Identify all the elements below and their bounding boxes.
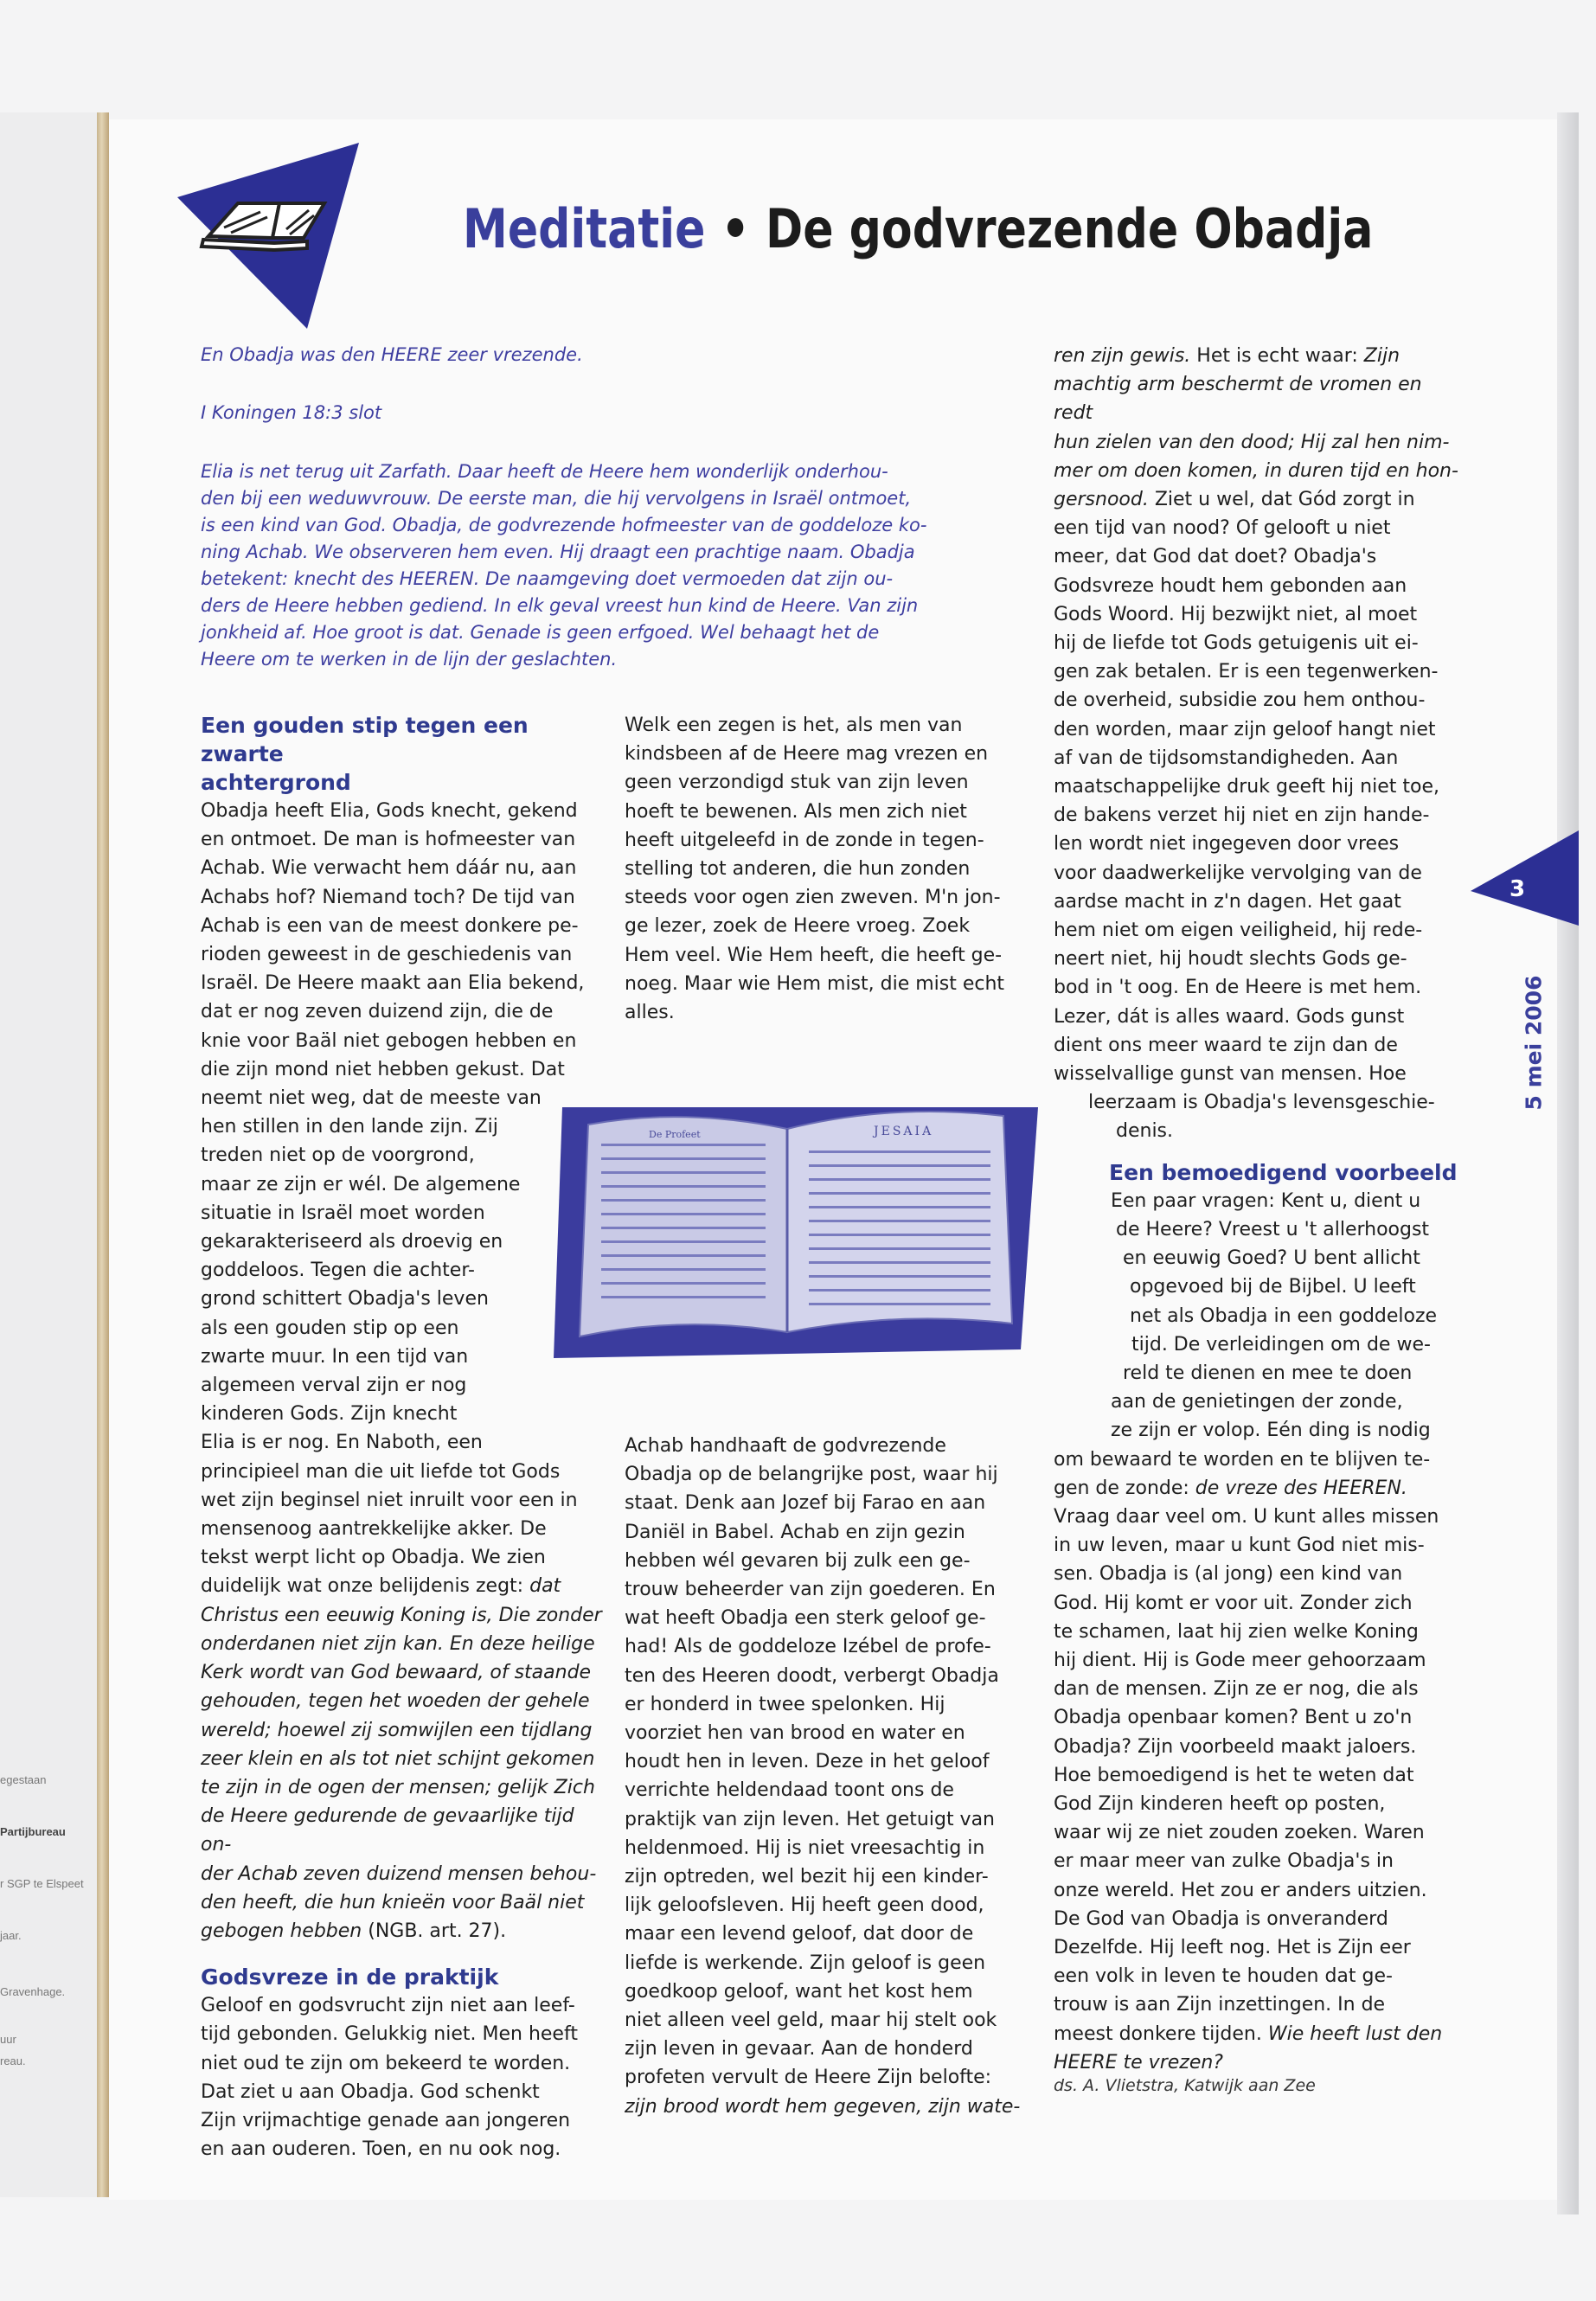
text-line (201, 1917, 607, 1945)
text-line: len wordt niet ingegeven door vrees (1054, 833, 1400, 856)
text-line: de bakens verzet hij niet en zijn hande- (1054, 804, 1430, 827)
reference-fragment: (NGB. art. 27). (368, 1920, 507, 1942)
text-line: aardse macht in z'n dagen. Het gaat (1054, 890, 1401, 913)
text-line: in uw leven, maar u kunt God niet mis- (1054, 1535, 1425, 1557)
text-line: hoeft te bewenen. Als men zich niet (625, 800, 967, 823)
text-line: principieel man die uit liefde tot Gods (201, 1460, 561, 1483)
text-line: liefde is werkende. Zijn geloof is geen (625, 1952, 986, 1974)
text-line: wisselvallige gunst van mensen. Hoe (1054, 1063, 1407, 1086)
text-line: dient ons meer waard te zijn dan de (1054, 1034, 1398, 1056)
text-line: steeds voor ogen zien zweven. M'n jon- (625, 887, 1001, 909)
italic-line: der Achab zeven duizend mensen behou- (201, 1862, 597, 1885)
text-line: er maar meer van zulke Obadja's in (1054, 1850, 1394, 1873)
text-line (1054, 342, 1460, 370)
text-line: goedkoop geloof, want het kost hem (625, 1980, 973, 2003)
text-line: meer, dat God dat doet? Obadja's (1054, 546, 1377, 568)
column-1 (201, 711, 607, 2163)
text-line: gen zak betalen. Er is een tegenwerken- (1054, 661, 1439, 683)
text-line: Gods Woord. Hij bezwijkt niet, al moet (1054, 603, 1418, 625)
text-line: Obadja heeft Elia, Gods knecht, gekend (201, 800, 578, 822)
italic-fragment: dat (529, 1575, 561, 1598)
spacer (201, 1945, 607, 1963)
text-line: God Zijn kinderen heeft op posten, (1054, 1792, 1386, 1815)
text-line: tekst werpt licht op Obadja. We zien (201, 1547, 546, 1569)
text-line: tijd. De verleidingen om de we- (1131, 1333, 1431, 1356)
bible-left-heading: De Profeet (649, 1129, 701, 1140)
text-line: als een gouden stip op een (201, 1317, 459, 1339)
text-line: maar ze zijn er wél. De algemene (201, 1173, 521, 1195)
text-line: hebben wél gevaren bij zulk een ge- (625, 1549, 971, 1572)
page-edge-shadow (1557, 112, 1579, 2214)
text-line (201, 1572, 607, 1600)
text-line: er honderd in twee spelonken. Hij (625, 1693, 945, 1715)
text-line: en ontmoet. De man is hofmeester van (201, 829, 576, 851)
text-line: Achab handhaaft de godvrezende (625, 1435, 946, 1457)
text-line: Zijn vrijmachtige genade aan jongeren (201, 2109, 571, 2131)
text-line: Geloof en godsvrucht zijn niet aan leef- (201, 1995, 575, 2017)
intro-line: ders de Heere hebben gediend. In elk geval vreest hun kind de Heere. Van zijn (201, 595, 919, 616)
text-line: bod in 't oog. En de Heere is met hem. (1054, 977, 1422, 999)
section-heading: Godsvreze in de praktijk (201, 1965, 499, 1990)
prev-fragment (0, 1825, 66, 1838)
text-line: Israël. De Heere maakt aan Elia bekend, (201, 972, 585, 995)
prev-fragment: uur (0, 2033, 16, 2046)
text-line: ze zijn er volop. Eén ding is nodig (1111, 1420, 1431, 1442)
italic-line: machtig arm beschermt de vromen en redt (1054, 374, 1422, 425)
text-line: situatie in Israël moet worden (201, 1202, 485, 1224)
text-line: had! Als de goddeloze Izébel de profe- (625, 1636, 991, 1658)
page-number: 3 (1509, 876, 1526, 902)
text-line: alles. (625, 1002, 675, 1024)
text-line: rioden geweest in de geschiedenis van (201, 944, 573, 966)
text-line: praktijk van zijn leven. Het getuigt van (625, 1808, 996, 1830)
text-line: God. Hij komt er voor uit. Zonder zich (1054, 1592, 1413, 1614)
text-line: kindsbeen af de Heere mag vrezen en (625, 743, 989, 766)
text-line: algemeen verval zijn er nog (201, 1375, 467, 1397)
text-line: denis. (1116, 1120, 1174, 1143)
text-line: goddeloos. Tegen die achter- (201, 1259, 475, 1282)
italic-line: mer om doen komen, in duren tijd en hon- (1054, 459, 1458, 482)
text-line: lijk geloofsleven. Hij heeft geen dood, (625, 1894, 984, 1917)
text-line: Een paar vragen: Kent u, dient u (1111, 1189, 1421, 1212)
italic-fragment: ren zijn gewis. (1054, 345, 1191, 367)
intro-verse: En Obadja was den HEERE zeer vrezende. (201, 344, 583, 365)
previous-page-edge (0, 112, 102, 2197)
prev-fragment-bold: Partijbureau (0, 1825, 66, 1838)
text-line: ge lezer, zoek de Heere vroeg. Zoek (625, 915, 971, 938)
text-line: zwarte muur. In een tijd van (201, 1345, 469, 1368)
prev-fragment: egestaan (0, 1773, 47, 1786)
italic-line: Kerk wordt van God bewaard, of staande (201, 1662, 592, 1684)
intro-line: jonkheid af. Hoe groot is dat. Genade is geen erfgoed. Wel behaagt het de (201, 622, 880, 643)
open-bible-icon (554, 1090, 1038, 1367)
column-2-top (625, 711, 1031, 1027)
italic-line: den heeft, die hun knieën voor Baäl niet (201, 1891, 585, 1913)
text-line: grond schittert Obadja's leven (201, 1288, 489, 1311)
prev-fragment: Gravenhage. (0, 1985, 66, 1998)
text-line: stelling tot anderen, die hun zonden (625, 858, 971, 881)
italic-fragment: de vreze des HEEREN. (1195, 1477, 1407, 1499)
text-line: trouw is aan Zijn inzettingen. In de (1054, 1994, 1386, 2016)
book-spine (97, 112, 109, 2197)
text-line: een tijd van nood? Of gelooft u niet (1054, 517, 1391, 540)
intro-reference: I Koningen 18:3 slot (201, 402, 382, 423)
issue-date-text: 5 mei 2006 (1521, 975, 1547, 1110)
intro-paragraph (201, 458, 1031, 673)
text-line: geen verzondigd stuk van zijn leven (625, 772, 969, 794)
intro-line: den bij een weduwvrouw. De eerste man, die hij vervolgens in Israël ontmoet, (201, 488, 912, 509)
text-line: die zijn mond niet hebben gekust. Dat (201, 1058, 565, 1080)
text-line: de Heere? Vreest u 't allerhoogst (1116, 1218, 1430, 1240)
text-line: mensenoog aantrekkelijke akker. De (201, 1518, 547, 1541)
italic-fragment: gersnood. (1054, 489, 1149, 511)
text-line (1054, 485, 1460, 514)
text-line: Daniël in Babel. Achab en zijn gezin (625, 1521, 965, 1543)
text-line (1054, 1474, 1460, 1503)
text-line (1054, 2020, 1460, 2048)
bible-right-heading: JESAIA (874, 1125, 934, 1138)
title-part2: De godvrezende Obadja (765, 197, 1374, 260)
italic-fragment: gebogen hebben (201, 1920, 362, 1942)
text-line: trouw beheerder van zijn goederen. En (625, 1579, 996, 1601)
text-line: kinderen Gods. Zijn knecht (201, 1403, 458, 1426)
intro-line: ning Achab. We observeren hem even. Hij draagt een prachtige naam. Obadja (201, 542, 915, 562)
text-line: voorziet hen van brood en water en (625, 1722, 965, 1745)
text-line: ten des Heeren doodt, verbergt Obadja (625, 1664, 999, 1687)
text-line: Hoe bemoedigend is het te weten dat (1054, 1764, 1414, 1786)
text-line: Vraag daar veel om. U kunt alles missen (1054, 1505, 1439, 1528)
text-line: treden niet op de voorgrond, (201, 1144, 475, 1167)
text-line: niet oud te zijn om bekeerd te worden. (201, 2052, 571, 2074)
text-line: wet zijn beginsel niet inruilt voor een in (201, 1489, 578, 1511)
text-line: Achabs hof? Niemand toch? De tijd van (201, 886, 575, 908)
title-separator: • (721, 197, 750, 260)
author-signature: ds. A. Vlietstra, Katwijk aan Zee (1054, 2076, 1316, 2095)
text-line: dan de mensen. Zijn ze er nog, die als (1054, 1678, 1419, 1701)
italic-fragment: Wie heeft lust den (1267, 2022, 1443, 2045)
italic-line: Christus een eeuwig Koning is, Die zonder (201, 1604, 602, 1626)
text-line: tijd gebonden. Gelukkig niet. Men heeft (201, 2023, 578, 2046)
text-line: en aan ouderen. Toen, en nu ook nog. (201, 2138, 561, 2161)
text-line: en eeuwig Goed? U bent allicht (1123, 1247, 1420, 1270)
text-line: zijn optreden, wel bezit hij een kinder- (625, 1866, 989, 1888)
text-line: Welk een zegen is het, als men van (625, 715, 963, 736)
text-line: Lezer, dát is alles waard. Gods gunst (1054, 1005, 1405, 1028)
text-line: net als Obadja in een goddeloze (1130, 1304, 1438, 1327)
italic-line: zijn brood wordt hem gegeven, zijn wate- (625, 2095, 1021, 2118)
text-line: wat heeft Obadja een sterk geloof ge- (625, 1607, 986, 1630)
text-line: Obadja op de belangrijke post, waar hij (625, 1464, 998, 1486)
text-line: neert niet, hij houdt slechts Gods ge- (1054, 948, 1407, 971)
text-line: waar wij ze niet zouden zoeken. Waren (1054, 1822, 1425, 1844)
text-line: zijn leven in gevaar. Aan de honderd (625, 2038, 973, 2061)
text-line: noeg. Maar wie Hem mist, die mist echt (625, 972, 1005, 995)
text-line: verrichte heldendaad toont ons de (625, 1779, 954, 1802)
text-line: hij de liefde tot Gods getuigenis uit ei- (1054, 632, 1419, 655)
prev-fragment: jaar. (0, 1929, 22, 1942)
column-2-bottom (625, 1432, 1031, 2121)
text-fragment: gen de zonde: (1054, 1477, 1189, 1499)
text-line: houdt hen in leven. Deze in het geloof (625, 1751, 990, 1773)
text-line: reld te dienen en mee te doen (1123, 1362, 1413, 1384)
italic-line: wereld; hoewel zij somwijlen een tijdlang (201, 1719, 593, 1741)
italic-line: zeer klein en als tot niet schijnt gekomen (201, 1747, 595, 1770)
section-heading: Een bemoedigend voorbeeld (1109, 1159, 1458, 1185)
text-line: hem niet om eigen veiligheid, hij rede- (1054, 920, 1423, 942)
text-line: profeten vervult de Heere Zijn belofte: (625, 2067, 992, 2089)
text-line: onze wereld. Het zou er anders uitzien. (1054, 1879, 1427, 1901)
text-line: af van de tijdsomstandigheden. Aan (1054, 747, 1399, 769)
text-line: Dat ziet u aan Obadja. God schenkt (201, 2080, 540, 2103)
open-book-icon (177, 143, 402, 329)
title-part1: Meditatie (463, 197, 706, 260)
text-line: Achab is een van de meest donkere pe- (201, 914, 579, 937)
text-line: hij dient. Hij is Gode meer gehoorzaam (1054, 1649, 1426, 1671)
text-line: opgevoed bij de Bijbel. U leeft (1130, 1276, 1416, 1298)
text-fragment: Het is echt waar: (1196, 345, 1358, 367)
intro-line: Elia is net terug uit Zarfath. Daar heeft de Heere hem wonderlijk onderhou- (201, 461, 888, 482)
text-line: De God van Obadja is onveranderd (1054, 1907, 1388, 1930)
italic-line: HEERE te vrezen? (1054, 2051, 1223, 2073)
text-line: Godsvreze houdt hem gebonden aan (1054, 574, 1407, 597)
text-line: knie voor Baäl niet gebogen hebben en (201, 1029, 577, 1052)
section-heading: achtergrond (201, 770, 351, 795)
intro-line: Heere om te werken in de lijn der geslachten. (201, 649, 618, 670)
text-line: Elia is er nog. En Naboth, een (201, 1432, 483, 1454)
text-line: staat. Denk aan Jozef bij Farao en aan (625, 1492, 986, 1515)
italic-line: onderdanen niet zijn kan. En deze heilige (201, 1632, 595, 1655)
spacer (1054, 1146, 1460, 1158)
italic-line: de Heere gedurende de gevaarlijke tijd on- (201, 1805, 574, 1856)
text-line: Obadja openbaar komen? Bent u zo'n (1054, 1707, 1413, 1729)
italic-line: hun zielen van den dood; Hij zal hen nim- (1054, 431, 1450, 453)
text-line: gekarakteriseerd als droevig en (201, 1231, 503, 1253)
text-line: Dezelfde. Hij leeft nog. Het is Zijn eer (1054, 1936, 1411, 1958)
page-title (463, 197, 1373, 260)
text-line: de overheid, subsidie zou hem onthou- (1054, 689, 1426, 712)
text-line: voor daadwerkelijke vervolging van de (1054, 862, 1422, 884)
text-line: een volk in leven te houden dat ge- (1054, 1965, 1393, 1988)
intro-line: is een kind van God. Obadja, de godvrezende hofmeester van de goddeloze ko- (201, 515, 927, 535)
italic-line: te zijn in de ogen der mensen; gelijk Zich (201, 1776, 595, 1798)
prev-fragment: r SGP te Elspeet (0, 1877, 84, 1890)
prev-fragment: reau. (0, 2054, 26, 2067)
text-line: den worden, maar zijn geloof hangt niet (1054, 718, 1436, 740)
text-line: maatschappelijke druk geeft hij niet toe, (1054, 776, 1439, 798)
text-fragment: meest donkere tijden. (1054, 2022, 1262, 2045)
text-fragment: duidelijk wat onze belijdenis zegt: (201, 1575, 524, 1598)
italic-fragment: Zijn (1363, 345, 1401, 367)
text-line: heldenmoed. Hij is niet vreesachtig in (625, 1836, 985, 1859)
section-heading: Een gouden stip tegen een zwarte (201, 713, 529, 766)
text-line: Obadja? Zijn voorbeeld maakt jaloers. (1054, 1735, 1417, 1758)
text-line: sen. Obadja is (al jong) een kind van (1054, 1563, 1403, 1586)
text-fragment: Ziet u wel, dat Gód zorgt in (1154, 489, 1415, 511)
text-line: heeft uitgeleefd in de zonde in tegen- (625, 829, 984, 851)
text-line: leerzaam is Obadja's levensgeschie- (1088, 1092, 1435, 1114)
text-line: Achab. Wie verwacht hem dáár nu, aan (201, 857, 577, 880)
issue-date (1521, 960, 1547, 1125)
text-line: maar een levend geloof, dat door de (625, 1923, 974, 1945)
italic-line: gehouden, tegen het woeden der gehele (201, 1690, 590, 1713)
text-line: aan de genietingen der zonde, (1111, 1391, 1403, 1413)
text-line: hen stillen in den lande zijn. Zij (201, 1116, 498, 1138)
text-line: te schamen, laat hij zien welke Koning (1054, 1620, 1419, 1643)
text-line: dat er nog zeven duizend zijn, die de (201, 1001, 554, 1023)
text-line: Hem veel. Wie Hem heeft, die heeft ge- (625, 944, 1003, 966)
text-line: neemt niet weg, dat de meeste van (201, 1087, 542, 1110)
column-3 (1054, 342, 1460, 2077)
intro-line: betekent: knecht des HEEREN. De naamgeving doet vermoeden dat zijn ou- (201, 568, 894, 589)
text-line: niet alleen veel geld, maar hij stelt ook (625, 2009, 997, 2032)
text-line: om bewaard te worden en te blijven te- (1054, 1448, 1431, 1471)
